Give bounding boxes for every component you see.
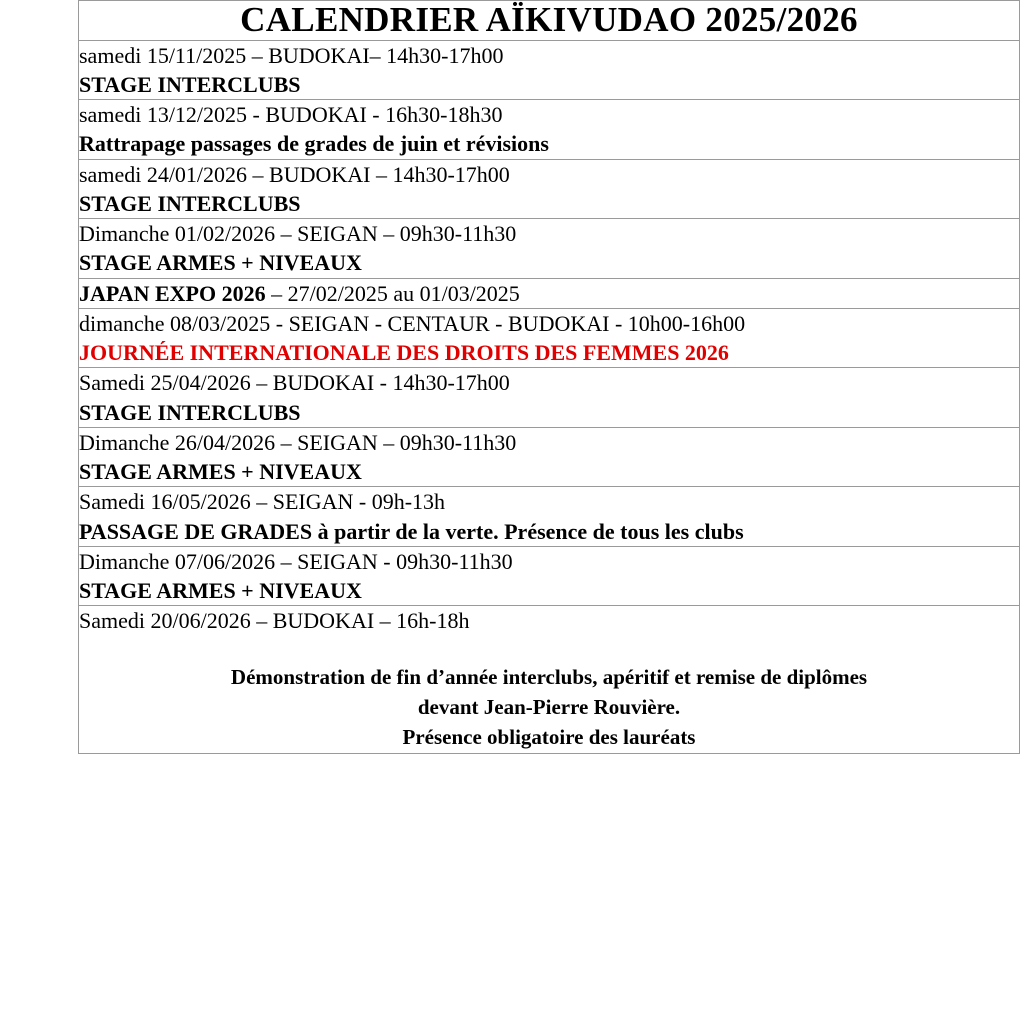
event-schedule: Samedi 16/05/2026 – SEIGAN - 09h-13h [79,489,446,515]
event-schedule: Samedi 25/04/2026 – BUDOKAI - 14h30-17h00 [79,370,510,396]
table-row [79,159,1020,219]
event-cell-7 [79,368,1020,428]
event-description: STAGE INTERCLUBS [79,71,301,97]
event-description: STAGE INTERCLUBS [79,190,301,216]
table-row [79,40,1020,100]
table-row [79,278,1020,308]
closing-note [79,662,1019,753]
event-description: STAGE ARMES + NIVEAUX [79,250,362,276]
event-schedule: samedi 24/01/2026 – BUDOKAI – 14h30-17h00 [79,161,510,187]
event-cell-4 [79,219,1020,279]
event-cell-5 [79,278,1020,308]
table-row [79,100,1020,160]
event-cell-2 [79,100,1020,160]
event-schedule: Dimanche 01/02/2026 – SEIGAN – 09h30-11h30 [79,221,517,246]
calendar-table-body [79,1,1020,754]
event-description: PASSAGE DE GRADES à partir de la verte. Présence de tous les clubs [79,518,744,544]
event-cell-9 [79,487,1020,547]
event-schedule: Samedi 20/06/2026 – BUDOKAI – 16h-18h [79,608,470,634]
event-description: STAGE ARMES + NIVEAUX [79,578,362,603]
event-cell-final [79,606,1020,754]
event-description: STAGE ARMES + NIVEAUX [79,459,362,484]
event-schedule: samedi 15/11/2025 – BUDOKAI– 14h30-17h00 [79,42,504,68]
event-cell-8 [79,427,1020,487]
event-description: Rattrapage passages de grades de juin et révisions [79,131,549,157]
calendar-table [78,0,1020,754]
closing-note-line-1: Démonstration de fin d’année interclubs, apéritif et remise de diplômes [230,664,868,689]
table-row [79,308,1020,368]
event-description: STAGE INTERCLUBS [79,399,301,425]
event-schedule: Dimanche 07/06/2026 – SEIGAN - 09h30-11h30 [79,548,513,574]
event-cell-10 [79,546,1020,606]
table-row [79,368,1020,428]
title-cell [79,1,1020,41]
event-name: JAPAN EXPO 2026 [79,280,266,306]
event-cell-1 [79,40,1020,100]
table-row [79,487,1020,547]
closing-note-line-2: devant Jean-Pierre Rouvière. [417,694,681,719]
closing-note-line-3: Présence obligatoire des lauréats [402,725,696,750]
event-dates: – 27/02/2025 au 01/03/2025 [265,280,520,306]
event-cell-3 [79,159,1020,219]
table-row [79,427,1020,487]
event-schedule: Dimanche 26/04/2026 – SEIGAN – 09h30-11h30 [79,429,517,455]
event-description: JOURNÉE INTERNATIONALE DES DROITS DES FEMMES 2026 [79,340,729,365]
event-schedule: dimanche 08/03/2025 - SEIGAN - CENTAUR - BUDOKAI - 10h00-16h00 [79,310,746,336]
page-title: CALENDRIER AÏKIVUDAO 2025/2026 [240,0,858,39]
title-row [79,1,1020,41]
event-schedule: samedi 13/12/2025 - BUDOKAI - 16h30-18h30 [79,102,503,127]
table-row [79,546,1020,606]
event-schedule [79,279,1019,308]
table-row [79,219,1020,279]
event-cell-6 [79,308,1020,368]
table-row [79,606,1020,754]
